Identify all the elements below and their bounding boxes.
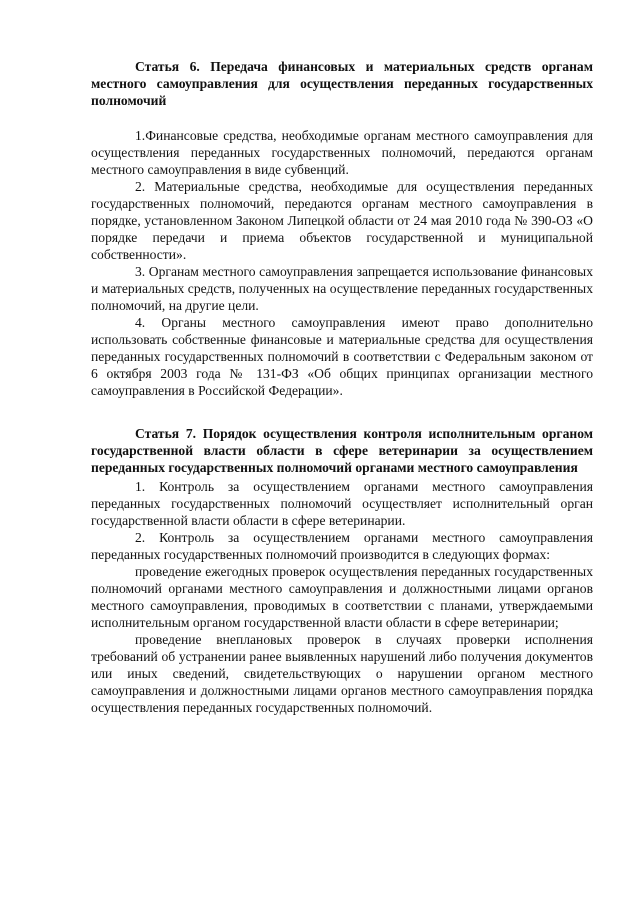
article-6-paragraph-2: 2. Материальные средства, необходимые для осуществления переданных государственных полномочий, передаются органам местного самоуправления в порядке, установленном Законом Липецкой области от 24 мая 2010 года № 390-ОЗ «О порядке передачи и приема объектов государственной и муниципальной собственности». <box>91 179 593 262</box>
spacer <box>91 399 593 425</box>
article-6-paragraph-3: 3. Органам местного самоуправления запрещается использование финансовых и материальных средств, полученных на осуществление переданных государственных полномочий, на другие цели. <box>91 264 593 313</box>
spacer <box>91 109 593 127</box>
article-6-paragraph-4: 4. Органы местного самоуправления имеют право дополнительно использовать собственные финансовые и материальные средства для осуществления переданных государственных полномочий в соответствии с Федеральным законом от 6 октября 2003 года № 131-ФЗ «Об общих принципах организации местного самоуправления в Российской Федерации». <box>91 315 593 398</box>
article-7-paragraph-4: проведение внеплановых проверок в случаях проверки исполнения требований об устранении ранее выявленных нарушений либо получения документов или иных сведений, свидетельствующих о нарушении органом местного самоуправления и должностными лицами органов местного самоуправления порядка осуществления переданных государственных полномочий. <box>91 632 593 715</box>
article-7-heading: Статья 7. Порядок осуществления контроля исполнительным органом государственной власти области в сфере ветеринарии за осуществлением переданных государственных полномочий органами местного самоуправления <box>91 426 593 475</box>
article-7-paragraph-2: 2. Контроль за осуществлением органами местного самоуправления переданных государственных полномочий производится в следующих формах: <box>91 530 593 562</box>
article-6-paragraph-1: 1.Финансовые средства, необходимые органам местного самоуправления для осуществления переданных государственных полномочий, передаются органам местного самоуправления в виде субвенций. <box>91 128 593 177</box>
article-7-paragraph-3: проведение ежегодных проверок осуществления переданных государственных полномочий органами местного самоуправления и должностными лицами органов местного самоуправления, проводимых в соответствии с планами, утверждаемыми исполнительным органом государственной власти области в сфере ветеринарии; <box>91 564 593 630</box>
article-6-heading: Статья 6. Передача финансовых и материальных средств органам местного самоуправления для осуществления переданных государственных полномочий <box>91 59 593 108</box>
article-7-paragraph-1: 1. Контроль за осуществлением органами местного самоуправления переданных государственных полномочий осуществляет исполнительный орган государственной власти области в сфере ветеринарии. <box>91 479 593 528</box>
